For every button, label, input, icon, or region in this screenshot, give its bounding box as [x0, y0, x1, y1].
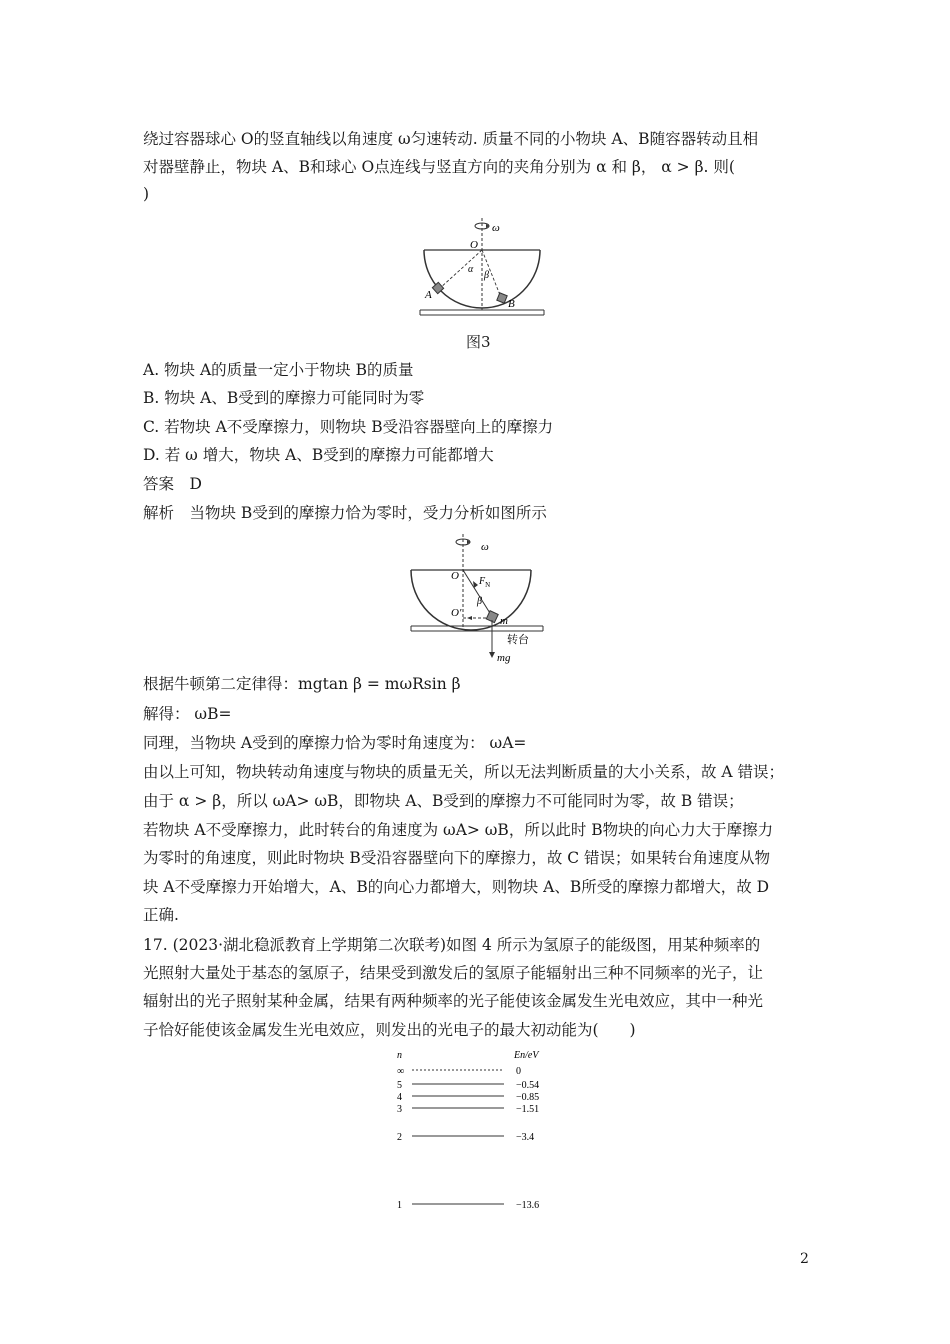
energy-level-n: 4: [397, 1092, 402, 1103]
analysis-intro: 解析 当物块 B受到的摩擦力恰为零时，受力分析如图所示: [143, 504, 547, 522]
analysis-line-1: 根据牛顿第二定律得：mgtan β = mωRsin β: [143, 675, 461, 693]
fig3-A-label: A: [425, 289, 432, 301]
fig3-omega-label: ω: [492, 222, 500, 234]
option-d: D. 若 ω 增大，物块 A、B受到的摩擦力可能都增大: [143, 446, 494, 464]
force-beta-label: β: [477, 596, 482, 607]
force-m-label: m: [500, 615, 508, 627]
question17-line-3: 辐射出的光子照射某种金属，结果有两种频率的光子能使该金属发生光电效应，其中一种光: [143, 992, 764, 1010]
energy-level-n: 3: [397, 1104, 402, 1115]
option-b: B. 物块 A、B受到的摩擦力可能同时为零: [143, 389, 425, 407]
energy-E-header: En/eV: [514, 1050, 539, 1061]
energy-level-value: −1.51: [516, 1104, 540, 1115]
energy-levels: [397, 1066, 539, 1211]
fig3-beta-label: β: [484, 270, 489, 281]
force-mg-label: mg: [497, 652, 511, 664]
paragraph1-line-2: 对器壁静止，物块 A、B和球心 O点连线与竖直方向的夹角分别为 α 和 β， α > β. 则(: [143, 158, 735, 176]
energy-level-value: −13.6: [516, 1200, 540, 1211]
figure-3-caption: 图3: [466, 333, 491, 351]
analysis-line-5: 由于 α > β，所以 ωA> ωB，即物块 A、B受到的摩擦力不可能同时为零，故 B 错误；: [143, 792, 744, 810]
energy-level-n: ∞: [397, 1066, 405, 1077]
energy-n-header: n: [397, 1050, 402, 1061]
force-FN-label: $F_N$: [479, 576, 491, 589]
energy-level-n: 5: [397, 1080, 402, 1091]
analysis-line-6: 若物块 A不受摩擦力，此时转台的角速度为 ωA> ωB，所以此时 B物块的向心力大于摩擦力: [143, 821, 774, 839]
option-c: C. 若物块 A不受摩擦力，则物块 B受沿容器壁向上的摩擦力: [143, 418, 554, 436]
analysis-line-3: 同理，当物块 A受到的摩擦力恰为零时角速度为： ωA=: [143, 734, 527, 752]
question17-line-2: 光照射大量处于基态的氢原子，结果受到激发后的氢原子能辐射出三种不同频率的光子，让: [143, 964, 764, 982]
force-O-label: O: [451, 570, 459, 582]
fig3-O-label: O: [470, 239, 478, 251]
question17-line-1: 17. (2023·湖北稳派教育上学期第二次联考)如图 4 所示为氢原子的能级图，用某种频率的: [143, 936, 761, 954]
fig3-alpha-label: α: [468, 264, 474, 275]
energy-level-n: 2: [397, 1132, 402, 1143]
force-Oprime-label: O′: [451, 607, 462, 619]
option-a: A. 物块 A的质量一定小于物块 B的质量: [143, 361, 414, 379]
answer: 答案 D: [143, 475, 202, 493]
paragraph1-line-1: 绕过容器球心 O的竖直轴线以角速度 ω匀速转动. 质量不同的小物块 A、B随容器转动且相: [143, 130, 759, 148]
energy-level-diagram: [388, 1046, 568, 1216]
energy-level-n: 1: [397, 1200, 402, 1211]
analysis-line-4: 由以上可知，物块转动角速度与物块的质量无关，所以无法判断质量的大小关系，故 A 错误；: [143, 763, 785, 781]
fig3-B-label: B: [508, 298, 515, 310]
analysis-line-2: 解得： ωB=: [143, 705, 232, 723]
page-number: 2: [800, 1251, 809, 1267]
figure-3-bowl-diagram: [412, 214, 552, 320]
question17-line-4: 子恰好能使该金属发生光电效应，则发出的光电子的最大初动能为( ): [143, 1021, 636, 1039]
paragraph1-line-3: ): [143, 185, 150, 203]
energy-level-value: −3.4: [516, 1132, 535, 1143]
analysis-line-9: 正确.: [143, 906, 179, 924]
energy-level-value: 0: [516, 1066, 521, 1077]
energy-level-value: −0.85: [516, 1092, 540, 1103]
force-analysis-diagram: [407, 530, 547, 666]
force-omega-label: ω: [481, 541, 489, 553]
analysis-line-7: 为零时的角速度，则此时物块 B受沿容器壁向下的摩擦力，故 C 错误；如果转台角速度从物: [143, 849, 771, 867]
energy-level-value: −0.54: [516, 1080, 540, 1091]
analysis-line-8: 块 A不受摩擦力开始增大，A、B的向心力都增大，则物块 A、B所受的摩擦力都增大，故 D: [143, 878, 770, 896]
force-turntable-label: 转台: [507, 634, 529, 646]
